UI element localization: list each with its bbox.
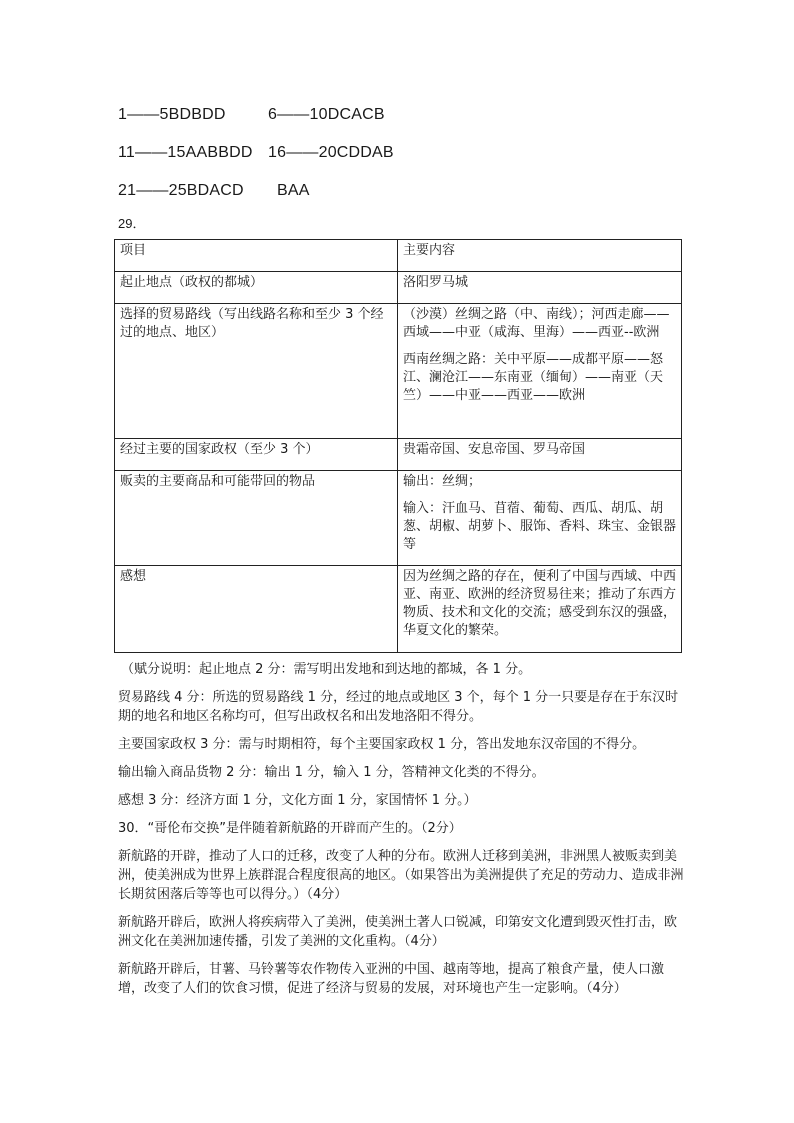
content-cell: [398, 471, 682, 566]
answer-key: [118, 96, 718, 210]
answer-group: 6——10DCACB: [268, 106, 385, 123]
note-paragraph: 贸易路线 4 分：所选的贸易路线 1 分，经过的地点或地区 3 个，每个 1 分一只要是存在于东汉时期的地名和地区名称均可，但写出政权名和出发地洛阳不得分。: [118, 690, 679, 724]
answer-group: 16——20CDDAB: [268, 144, 394, 161]
header-cell: 项目: [115, 240, 398, 272]
item-cell: 感想: [115, 566, 398, 653]
question-30-heading: 30．“哥伦布交换”是伴随着新航路的开辟而产生的。（2分）: [118, 821, 462, 836]
answer-table: [114, 239, 682, 653]
question-29-label: 29．: [118, 216, 146, 231]
note-paragraph: 新航路开辟后，甘薯、马铃薯等农作物传入亚洲的中国、越南等地，提高了粮食产量，使人口激增，改变了人们的饮食习惯，促进了经济与贸易的发展，对环境也产生一定影响。（4分）: [118, 962, 665, 996]
answer-row: [118, 172, 718, 210]
table-row: [115, 272, 682, 304]
table-row: [115, 304, 682, 439]
note-paragraph: 主要国家政权 3 分：需与时期相符，每个主要国家政权 1 分，答出发地东汉帝国的不得分。: [118, 737, 646, 752]
answer-group: 1——5BDBDD: [118, 106, 226, 123]
note-paragraph: 感想 3 分：经济方面 1 分，文化方面 1 分，家国情怀 1 分。）: [118, 793, 477, 808]
header-cell: 主要内容: [398, 240, 682, 272]
note-paragraph: 新航路开辟后，欧洲人将疾病带入了美洲，使美洲土著人口锐减，印第安文化遭到毁灭性打击，欧洲文化在美洲加速传播，引发了美洲的文化重构。（4分）: [118, 915, 678, 949]
content-cell: [398, 272, 682, 304]
note-paragraph: 新航路的开辟，推动了人口的迁移，改变了人种的分布。欧洲人迁移到美洲，非洲黑人被贩卖到美洲，使美洲成为世界上族群混合程度很高的地区。（如果答出为美洲提供了充足的劳动力、造成非洲长期贫困落后等等也可以得分。）（4分）: [118, 849, 684, 902]
content-cell: [398, 566, 682, 653]
note-paragraph: 输出输入商品货物 2 分：输出 1 分，输入 1 分，答精神文化类的不得分。: [118, 765, 545, 780]
content-paragraph: 因为丝绸之路的存在，便利了中国与西域、中西亚、南亚、欧洲的经济贸易往来；推动了东西方物质、技术和文化的交流；感受到东汉的强盛，华夏文化的繁荣。: [403, 569, 677, 638]
content-paragraph: （沙漠）丝绸之路（中、南线）；河西走廊——西域——中亚（咸海、里海）——西亚--欧洲: [403, 307, 670, 340]
content-paragraph: 输出：丝绸；: [403, 474, 482, 489]
answer-group: BAA: [277, 182, 310, 199]
answer-group: 21——25BDACD: [118, 182, 244, 199]
scoring-notes: [118, 660, 688, 1007]
item-cell: 选择的贸易路线（写出线路名称和至少 3 个经过的地点、地区）: [115, 304, 398, 439]
item-cell: 经过主要的国家政权（至少 3 个）: [115, 439, 398, 471]
table-row: [115, 439, 682, 471]
table-row: [115, 566, 682, 653]
content-cell: [398, 439, 682, 471]
content-cell: [398, 304, 682, 439]
answer-row: [118, 134, 718, 172]
table-header-row: [115, 240, 682, 272]
answer-row: [118, 96, 718, 134]
table-row: [115, 471, 682, 566]
answer-group: 11——15AABBDD: [118, 144, 253, 161]
item-cell: 贩卖的主要商品和可能带回的物品: [115, 471, 398, 566]
content-paragraph: 洛阳罗马城: [403, 275, 469, 290]
content-paragraph: 输入：汗血马、苜蓿、葡萄、西瓜、胡瓜、胡葱、胡椒、胡萝卜、服饰、香料、珠宝、金银器等: [403, 501, 677, 552]
content-paragraph: 贵霜帝国、安息帝国、罗马帝国: [403, 442, 586, 457]
item-cell: 起止地点（政权的都城）: [115, 272, 398, 304]
note-paragraph: （赋分说明：起止地点 2 分：需写明出发地和到达地的都城，各 1 分。: [121, 662, 532, 677]
content-paragraph: 西南丝绸之路：关中平原——成都平原——怒江、澜沧江——东南亚（缅甸）——南亚（天竺）——中亚——西亚——欧洲: [403, 352, 664, 403]
